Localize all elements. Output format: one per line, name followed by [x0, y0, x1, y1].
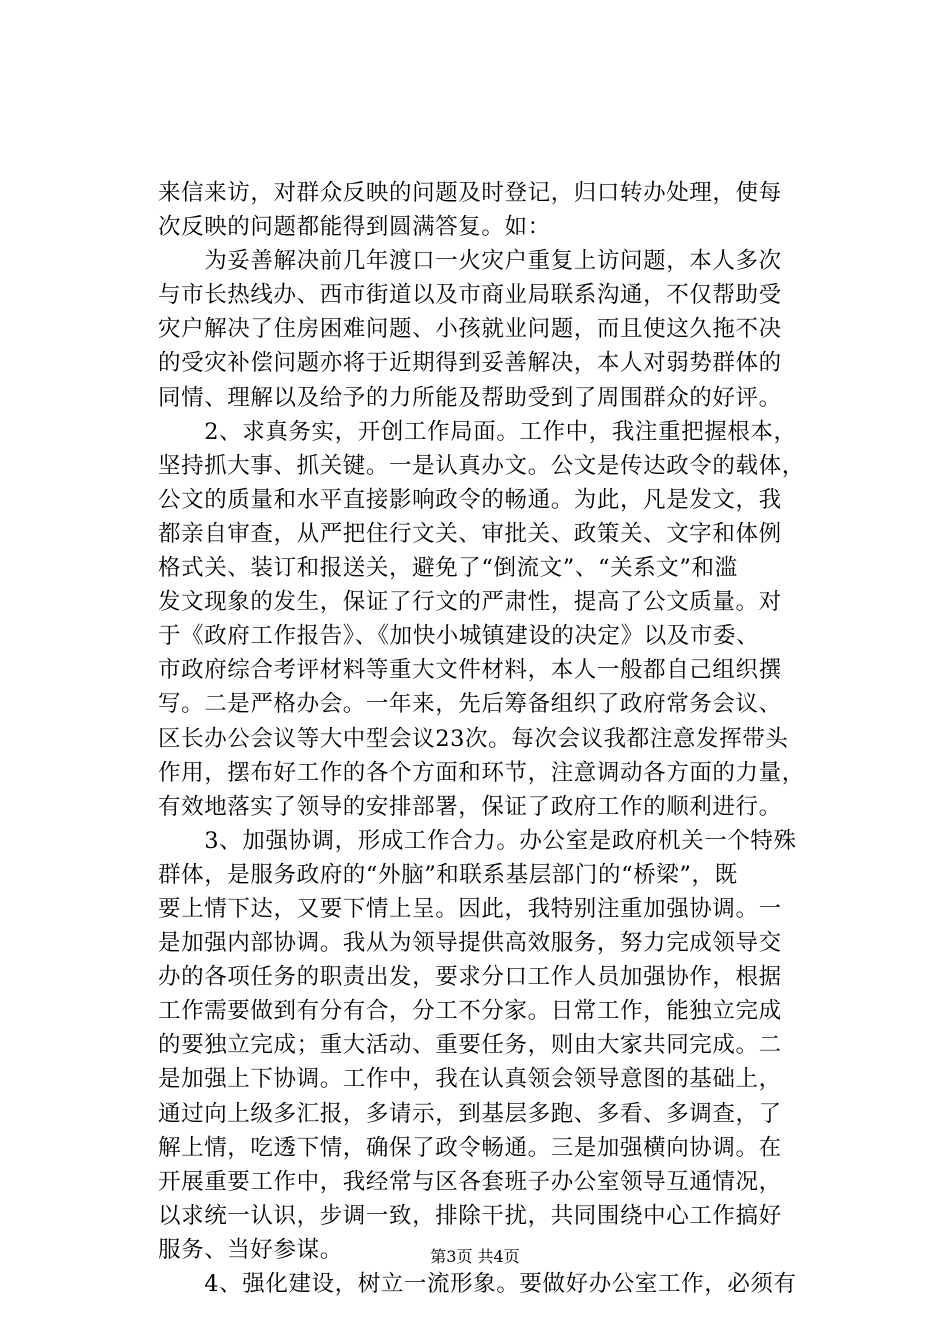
- text-line: 格式关、装订和报送关，避免了“倒流文”、“关系文”和滥: [158, 555, 738, 582]
- text-line: 通过向上级多汇报，多请示，到基层多跑、多看、多调查，了: [158, 1100, 782, 1127]
- text-line: 的受灾补偿问题亦将于近期得到妥善解决，本人对弱势群体的: [158, 350, 782, 377]
- text-line: 坚持抓大事、抓关键。一是认真办文。公文是传达政令的载体，: [158, 452, 805, 479]
- text-line: 4、强化建设，树立一流形象。要做好办公室工作，必须有: [158, 1271, 797, 1297]
- text-line: 发文现象的发生，保证了行文的严肃性，提高了公文质量。对: [158, 589, 782, 616]
- text-line: 同情、理解以及给予的力所能及帮助受到了周围群众的好评。: [158, 384, 782, 411]
- text-line: 以求统一认识，步调一致，排除干扰，共同围绕中心工作搞好: [158, 1202, 782, 1229]
- text-line: 2、求真务实，开创工作局面。工作中，我注重把握根本，: [158, 418, 797, 445]
- text-line: 要上情下达，又要下情上呈。因此，我特别注重加强协调。一: [158, 895, 782, 922]
- text-line: 灾户解决了住房困难问题、小孩就业问题，而且使这久拖不决: [158, 316, 782, 343]
- text-line: 解上情，吃透下情，确保了政令畅通。三是加强横向协调。在: [158, 1134, 782, 1161]
- text-line: 于《政府工作报告》、《加快小城镇建设的决定》以及市委、: [158, 623, 760, 650]
- text-line: 开展重要工作中，我经常与区各套班子办公室领导互通情况，: [158, 1168, 782, 1195]
- text-line: 办的各项任务的职责出发，要求分口工作人员加强协作，根据: [158, 964, 782, 991]
- text-line: 3、加强协调，形成工作合力。办公室是政府机关一个特殊: [158, 827, 797, 854]
- text-line: 是加强内部协调。我从为领导提供高效服务，努力完成领导交: [158, 930, 782, 957]
- text-line: 作用，摆布好工作的各个方面和环节，注意调动各方面的力量，: [158, 759, 805, 786]
- text-line: 工作需要做到有分有合，分工不分家。日常工作，能独立完成: [158, 998, 782, 1025]
- text-line: 公文的质量和水平直接影响政令的畅通。为此，凡是发文，我: [158, 486, 782, 513]
- text-line: 群体，是服务政府的“外脑”和联系基层部门的“桥梁”，既: [158, 861, 738, 888]
- text-line: 是加强上下协调。工作中，我在认真领会领导意图的基础上，: [158, 1066, 782, 1093]
- body-text: [158, 176, 838, 1301]
- text-line: 与市长热线办、西市街道以及市商业局联系沟通，不仅帮助受: [158, 282, 782, 309]
- text-line: 服务、当好参谋。: [158, 1236, 343, 1263]
- text-line: 为妥善解决前几年渡口一火灾户重复上访问题，本人多次: [158, 248, 782, 275]
- text-line: 有效地落实了领导的安排部署，保证了政府工作的顺利进行。: [158, 793, 782, 820]
- text-line: 市政府综合考评材料等重大文件材料，本人一般都自己组织撰: [158, 657, 782, 684]
- text-line: 来信来访，对群众反映的问题及时登记，归口转办处理，使每: [158, 180, 782, 206]
- text-line: 次反映的问题都能得到圆满答复。如：: [158, 214, 551, 241]
- text-line: 区长办公会议等大中型会议23次。每次会议我都注意发挥带头: [158, 725, 789, 752]
- text-line: 的要独立完成；重大活动、重要任务，则由大家共同完成。二: [158, 1032, 782, 1059]
- text-line: 写。二是严格办会。一年来，先后筹备组织了政府常务会议、: [158, 691, 782, 718]
- text-line: 都亲自审查，从严把住行文关、审批关、政策关、文字和体例: [158, 520, 782, 547]
- page-footer: 第3页 共4页: [430, 1247, 520, 1266]
